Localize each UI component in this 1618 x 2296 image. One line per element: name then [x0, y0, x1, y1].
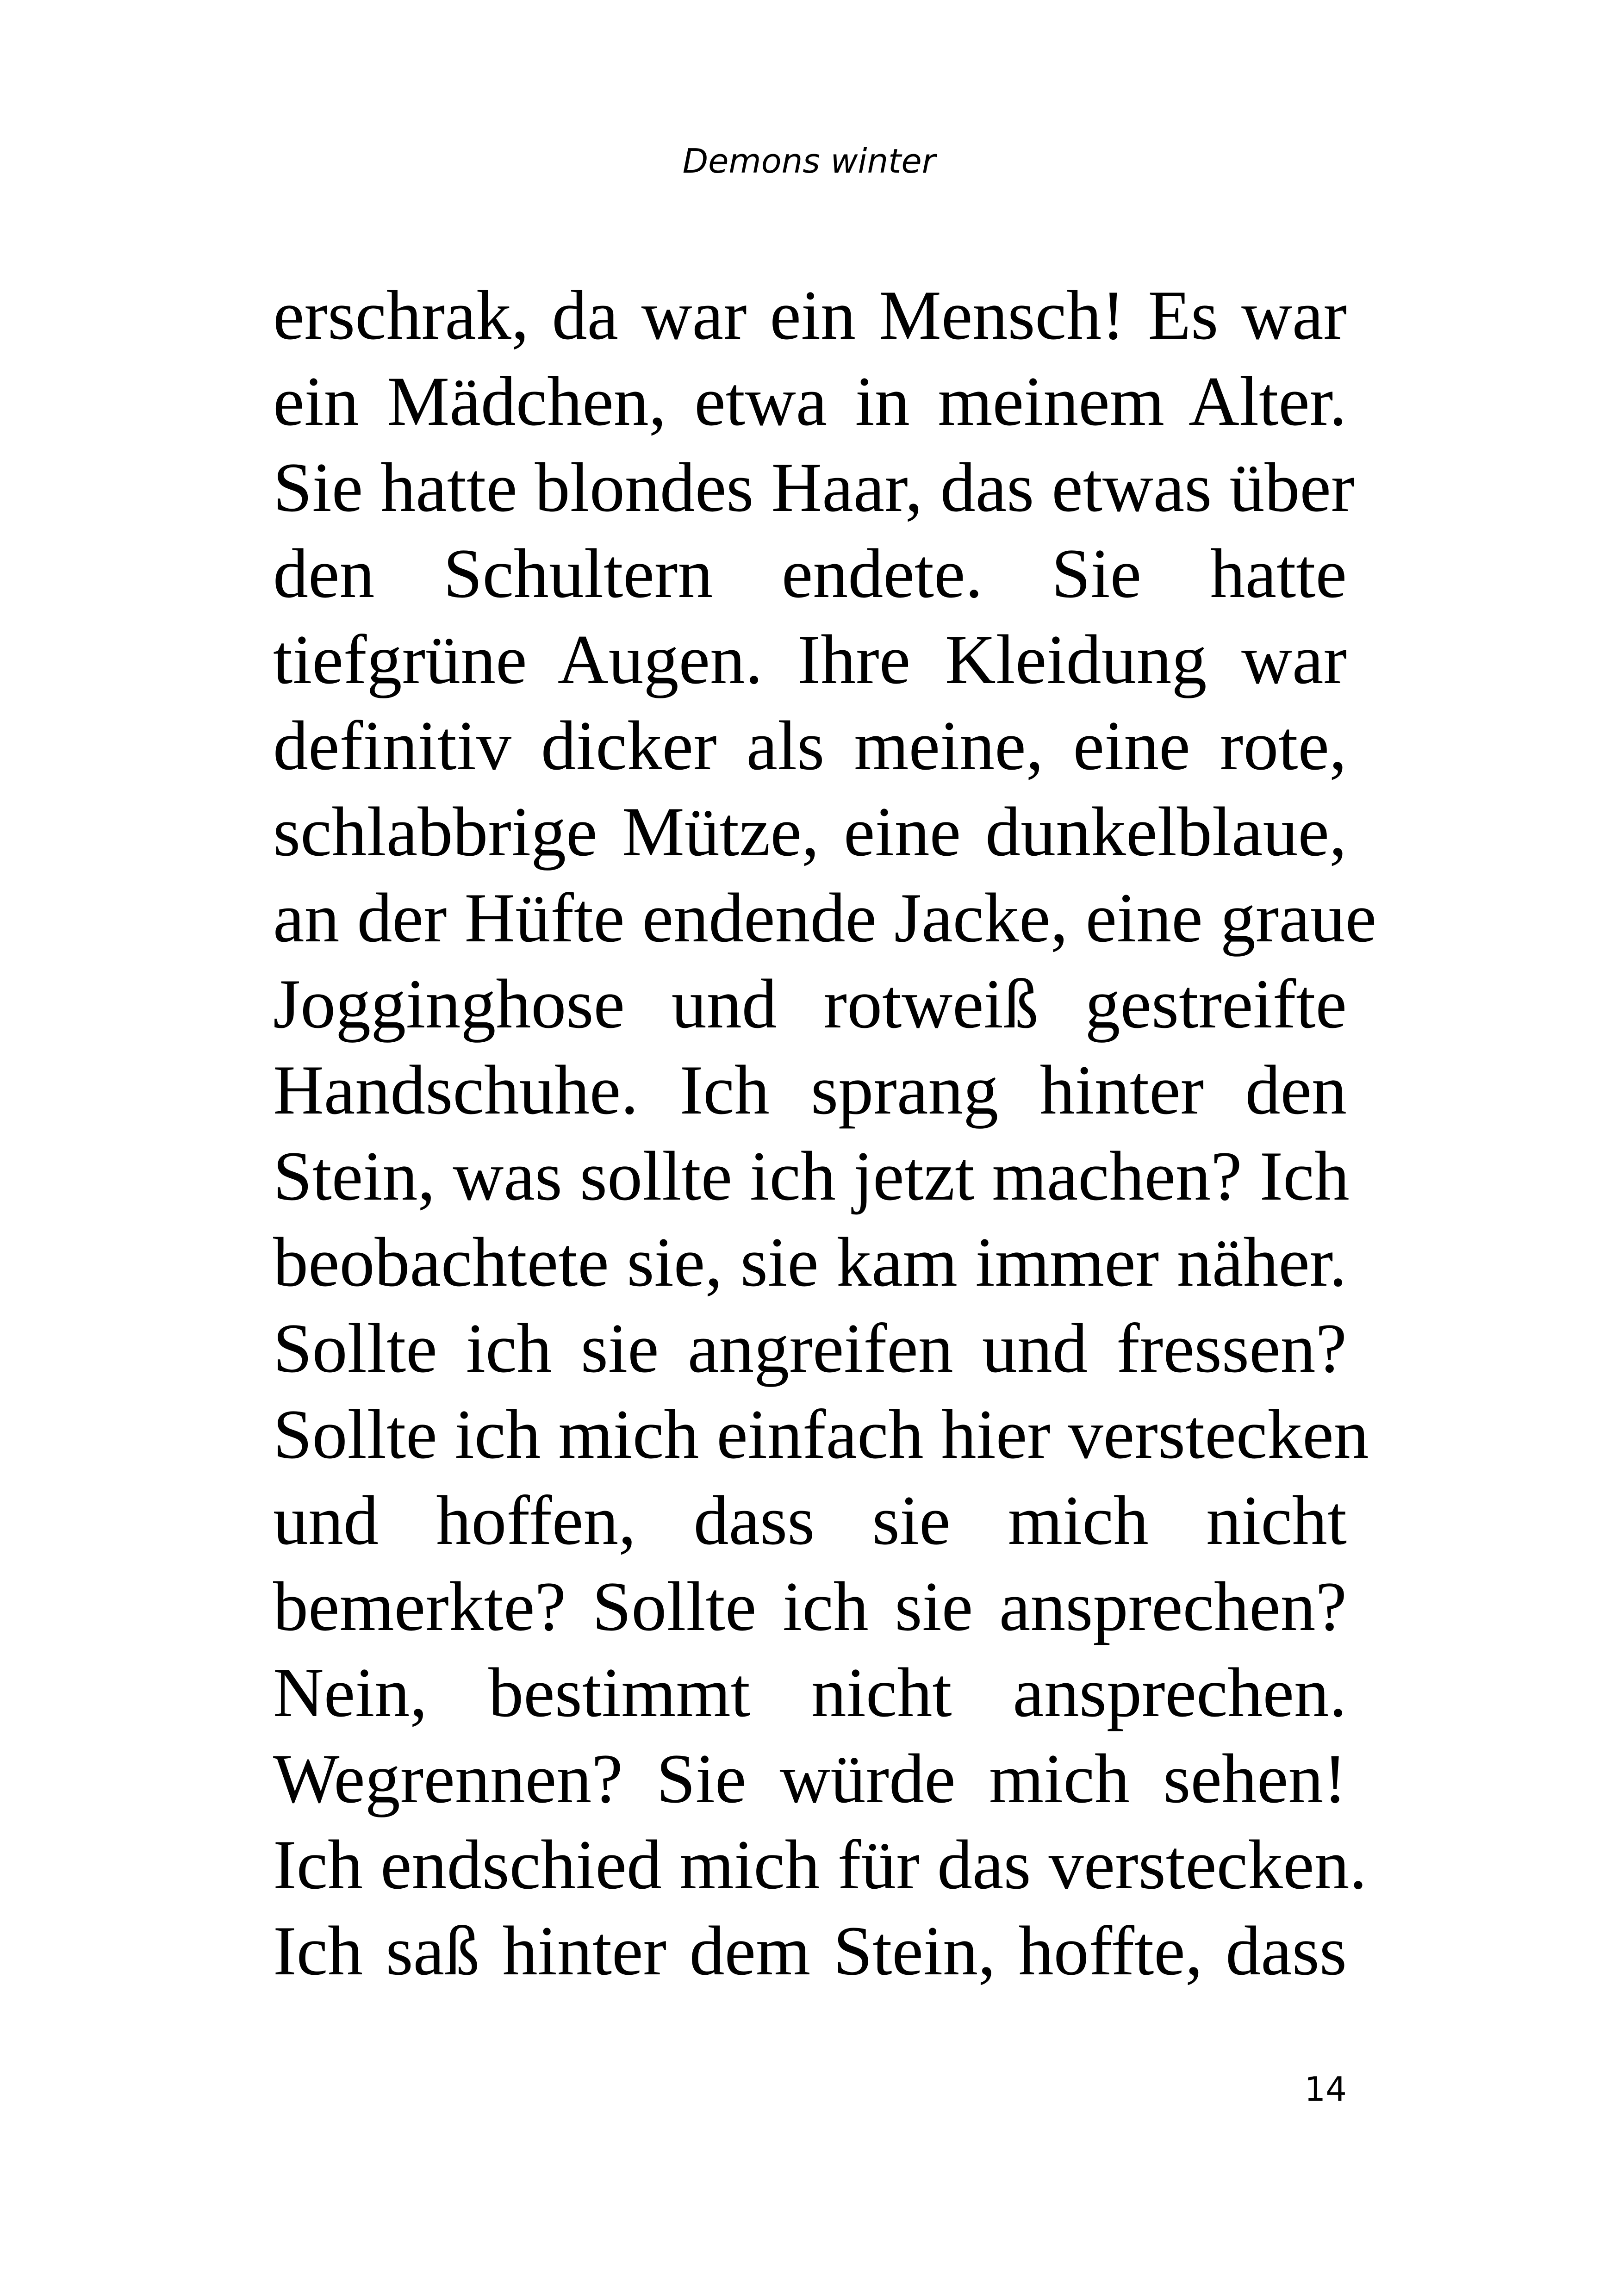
text-line: tiefgrüne Augen. Ihre Kleidung war [273, 621, 1347, 698]
text-line: schlabbrige Mütze, eine dunkelblaue, [273, 793, 1347, 871]
text-line: bemerkte? Sollte ich sie ansprechen? [273, 1568, 1347, 1645]
text-line: erschrak, da war ein Mensch! Es war [273, 276, 1347, 354]
text-line: und hoffen, dass sie mich nicht [273, 1481, 1347, 1559]
text-line: Sollte ich mich einfach hier verstecken [273, 1395, 1369, 1473]
text-line: Jogginghose und rotweiß gestreifte [273, 965, 1347, 1043]
text-line: definitiv dicker als meine, eine rote, [273, 707, 1347, 784]
text-line: Handschuhe. Ich sprang hinter den [273, 1051, 1347, 1129]
text-line: Sollte ich sie angreifen und fressen? [273, 1309, 1347, 1387]
text-line: Nein, bestimmt nicht ansprechen. [273, 1654, 1347, 1731]
text-line: Ich saß hinter dem Stein, hoffte, dass [273, 1912, 1347, 1990]
page-number: 14 [1304, 2070, 1347, 2109]
text-line: Wegrennen? Sie würde mich sehen! [273, 1740, 1347, 1817]
text-line: Stein, was sollte ich jetzt machen? Ich [273, 1137, 1350, 1215]
running-header-title: Demons winter [682, 142, 936, 180]
text-line: ein Mädchen, etwa in meinem Alter. [273, 362, 1347, 440]
body-text [273, 272, 1377, 1994]
text-line: den Schultern endete. Sie hatte [273, 535, 1347, 612]
text-line: Sie hatte blondes Haar, das etwas über [273, 448, 1355, 526]
text-line: beobachtete sie, sie kam immer näher. [273, 1223, 1347, 1301]
text-line: an der Hüfte endende Jacke, eine graue [273, 879, 1377, 957]
text-line: Ich endschied mich für das verstecken. [273, 1826, 1367, 1904]
